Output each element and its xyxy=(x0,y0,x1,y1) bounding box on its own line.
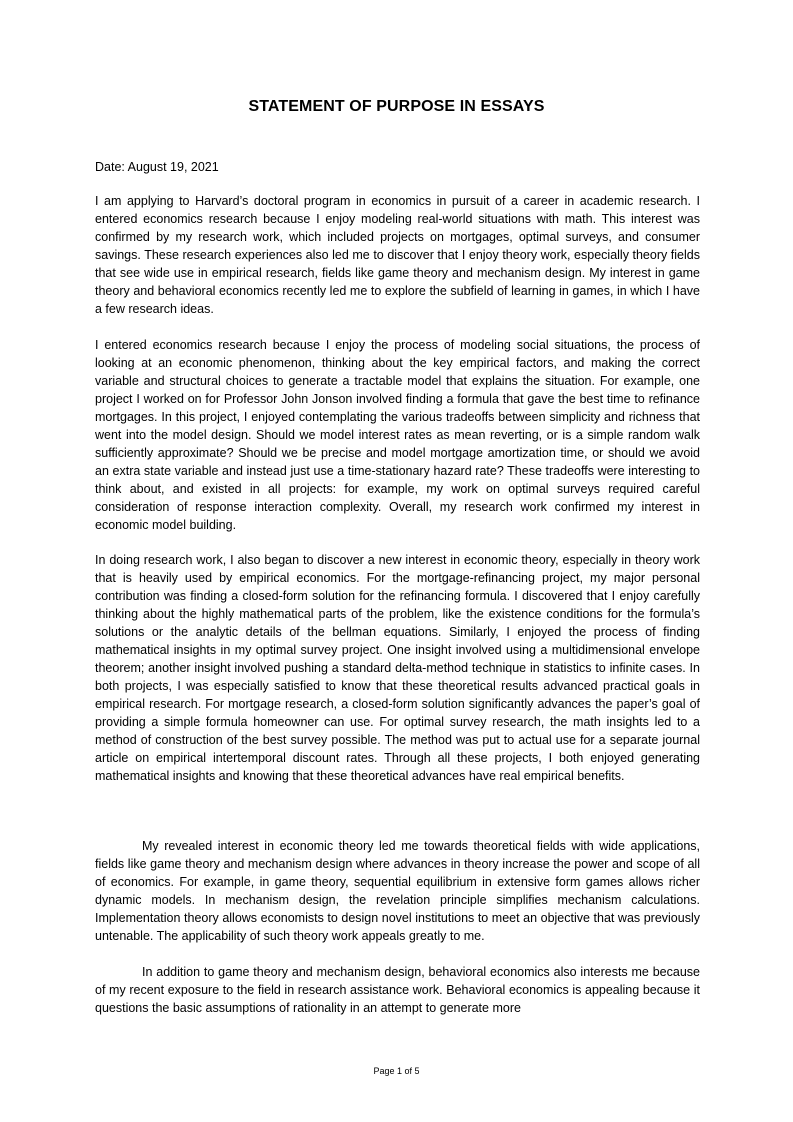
paragraph-4: My revealed interest in economic theory led me towards theoretical fields with wide applications, fields like game theory and mechanism design where advances in theory increase the power and scope of all of economics. For example, in game theory, sequential equilibrium in extensive form games allows richer dynamic models. In mechanism design, the revelation principle simplifies mechanism calculations. Implementation theory allows economists to design novel institutions to meet an objective that was previously untenable. The applicability of such theory work appeals greatly to me. xyxy=(95,839,700,943)
document-title: STATEMENT OF PURPOSE IN ESSAYS xyxy=(248,98,545,115)
paragraph-2: I entered economics research because I enjoy the process of modeling social situations, the process of looking at an economic phenomenon, thinking about the key empirical factors, and making the correct variable and structural choices to generate a tractable model that explains the situation. For example, one project I worked on for Professor John Jonson involved finding a formula that gave the best time to refinance mortgages. In this project, I enjoyed contemplating the various tradeoffs between simplicity and richness that went into the model design. Should we model interest rates as mean reverting, or is a simple random walk sufficiently approximate? Should we be precise and model mortgage amortization time, or should we avoid an extra state variable and instead just use a time-stationary hazard rate? These tradeoffs were interesting to think about, and existed in all projects: for example, my work on optimal surveys required careful consideration of response interaction complexity. Overall, my research work confirmed my interest in economic model building. xyxy=(95,338,700,532)
date-line: Date: August 19, 2021 xyxy=(95,160,219,174)
page-number-footer: Page 1 of 5 xyxy=(373,1066,420,1076)
paragraph-3: In doing research work, I also began to discover a new interest in economic theory, especially in theory work that is heavily used by empirical economics. For the mortgage-refinancing project, my major personal contribution was finding a closed-form solution for the refinancing formula. I discovered that I enjoy carefully thinking about the highly mathematical parts of the problem, like the existence conditions for the formula’s solutions or the analytic details of the bellman equations. Similarly, I enjoyed the process of finding mathematical insights in my optimal survey project. One insight involved using a multidimensional envelope theorem; another insight involved pushing a standard delta-method technique in statistics to infinite cases. In both projects, I was especially satisfied to know that these theoretical results advanced practical goals in empirical research. For mortgage research, a closed-form solution significantly advances the paper’s goal of providing a simple formula homeowner can use. For optimal survey research, the math insights led to a method of construction of the best survey possible. The method was put to actual use for a separate journal article on empirical intertemporal discount rates. Through all these projects, I both enjoyed generating mathematical insights and knowing that these theoretical advances have real empirical benefits. xyxy=(95,553,700,783)
paragraph-1: I am applying to Harvard’s doctoral program in economics in pursuit of a career in academic research. I entered economics research because I enjoy modeling real-world situations with math. This interest was confirmed by my research work, which included projects on mortgages, optimal surveys, and consumer savings. These research experiences also led me to discover that I enjoy theory work, especially theory fields that see wide use in empirical research, fields like game theory and mechanism design. My interest in game theory and behavioral economics recently led me to explore the subfield of learning in games, in which I have a few research ideas. xyxy=(95,194,700,316)
paragraph-5: In addition to game theory and mechanism design, behavioral economics also interests me because of my recent exposure to the field in research assistance work. Behavioral economics is appealing because it questions the basic assumptions of rationality in an attempt to generate more xyxy=(95,965,700,1015)
